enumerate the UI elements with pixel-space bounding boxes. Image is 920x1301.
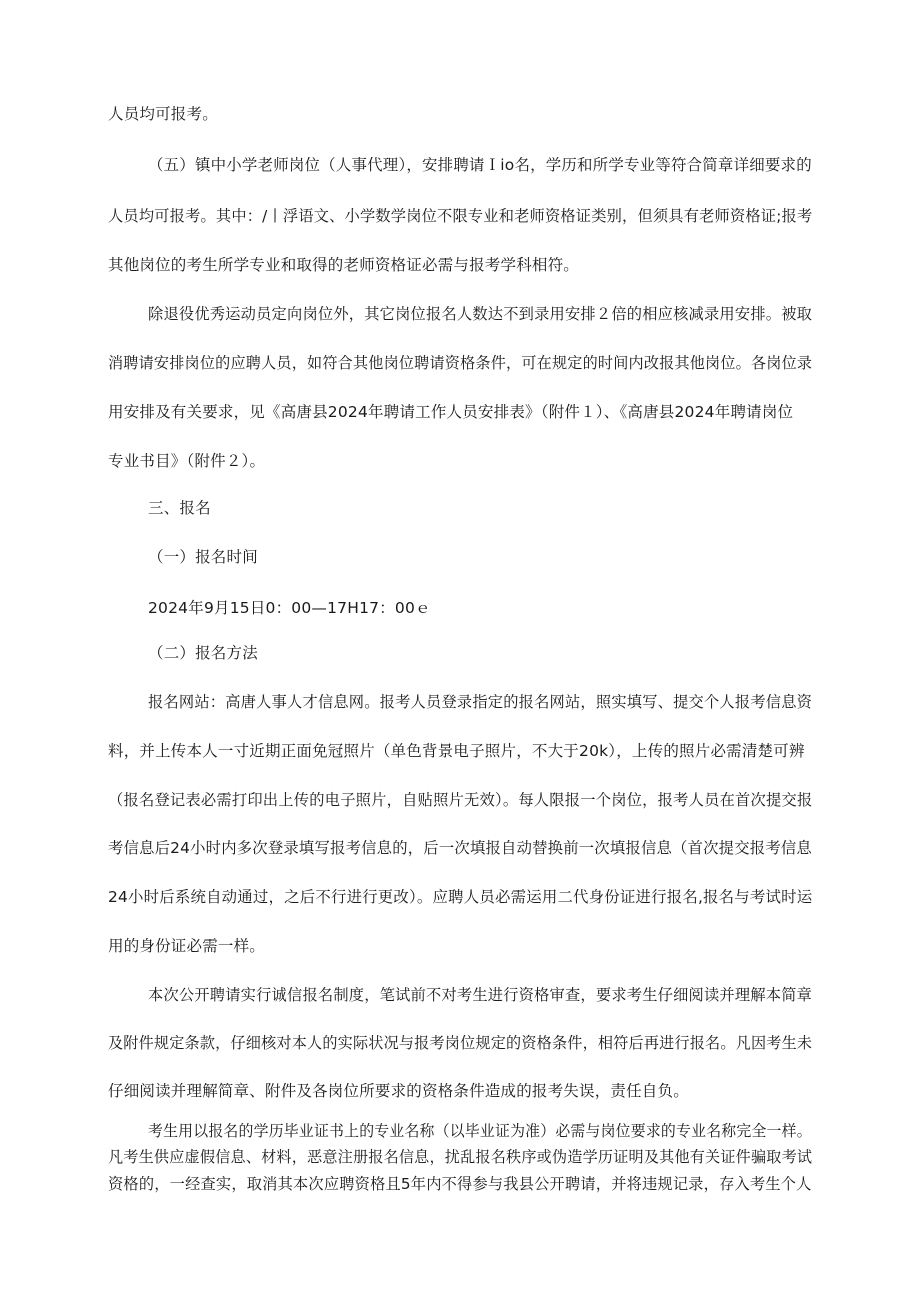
text-line: 报名网站：高唐人事人才信息网。报考人员登录指定的报名网站，照实填写、提交个人报考信息资 [148, 693, 813, 711]
subsection-heading: （一）报名时间 [148, 548, 258, 566]
text-line: 及附件规定条款，仔细核对本人的实际状况与报考岗位规定的资格条件，相符后再进行报名。凡因考生未 [108, 1034, 813, 1052]
text-line: 资格的，一经查实，取消其本次应聘资格且5年内不得参与我县公开聘请，并将违规记录，存入考生个人 [108, 1175, 812, 1193]
text-line: 用安排及有关要求，见《高唐县2024年聘请工作人员安排表》（附件１）、《高唐县2024年聘请岗位 [108, 403, 794, 421]
text-line: 仔细阅读并理解简章、附件及各岗位所要求的资格条件造成的报考失误，责任自负。 [108, 1082, 689, 1100]
text-line: 除退役优秀运动员定向岗位外，其它岗位报名人数达不到录用安排２倍的相应核减录用安排。被取 [148, 305, 813, 323]
text-line: 专业书目》（附件２）。 [108, 452, 266, 470]
subsection-heading: （二）报名方法 [148, 644, 258, 662]
text-line: 本次公开聘请实行诚信报名制度，笔试前不对考生进行资格审查，要求考生仔细阅读并理解本简章 [148, 986, 813, 1004]
text-line: 2024年9月15日0：00—17H17：00ｅ [148, 599, 431, 617]
text-line: 消聘请安排岗位的应聘人员，如符合其他岗位聘请资格条件，可在规定的时间内改报其他岗位。各岗位录 [108, 354, 813, 372]
text-line: 其他岗位的考生所学专业和取得的老师资格证必需与报考学科相符。 [108, 256, 580, 274]
text-line: 人员均可报考。 [108, 105, 218, 123]
section-heading: 三、报名 [148, 499, 211, 517]
text-line: 料，并上传本人一寸近期正面免冠照片（单色背景电子照片，不大于20k），上传的照片必需清楚可辨 [108, 742, 805, 760]
text-line: （五）镇中小学老师岗位（人事代理），安排聘请Ｉio名，学历和所学专业等符合简章详细要求的 [148, 156, 812, 174]
text-line: 人员均可报考。其中：/丨浮语文、小学数学岗位不限专业和老师资格证类别，但须具有老师资格证;报考 [108, 207, 813, 225]
text-line: 考生用以报名的学历毕业证书上的专业名称（以毕业证为准）必需与岗位要求的专业名称完全一样。 [148, 1122, 812, 1140]
text-line: 凡考生供应虚假信息、材料，恶意注册报名信息，扰乱报名秩序或伪造学历证明及其他有关证件骗取考试 [108, 1148, 813, 1166]
text-line: 用的身份证必需一样。 [108, 937, 266, 955]
text-line: 24小时后系统自动通过，之后不行进行更改）。应聘人员必需运用二代身份证进行报名,报名与考试时运 [108, 888, 813, 906]
text-line: 考信息后24小时内多次登录填写报考信息的，后一次填报自动替换前一次填报信息（首次提交报考信息 [108, 839, 812, 857]
text-line: （报名登记表必需打印出上传的电子照片，自贴照片无效）。每人限报一个岗位，报考人员在首次提交报 [108, 791, 813, 809]
